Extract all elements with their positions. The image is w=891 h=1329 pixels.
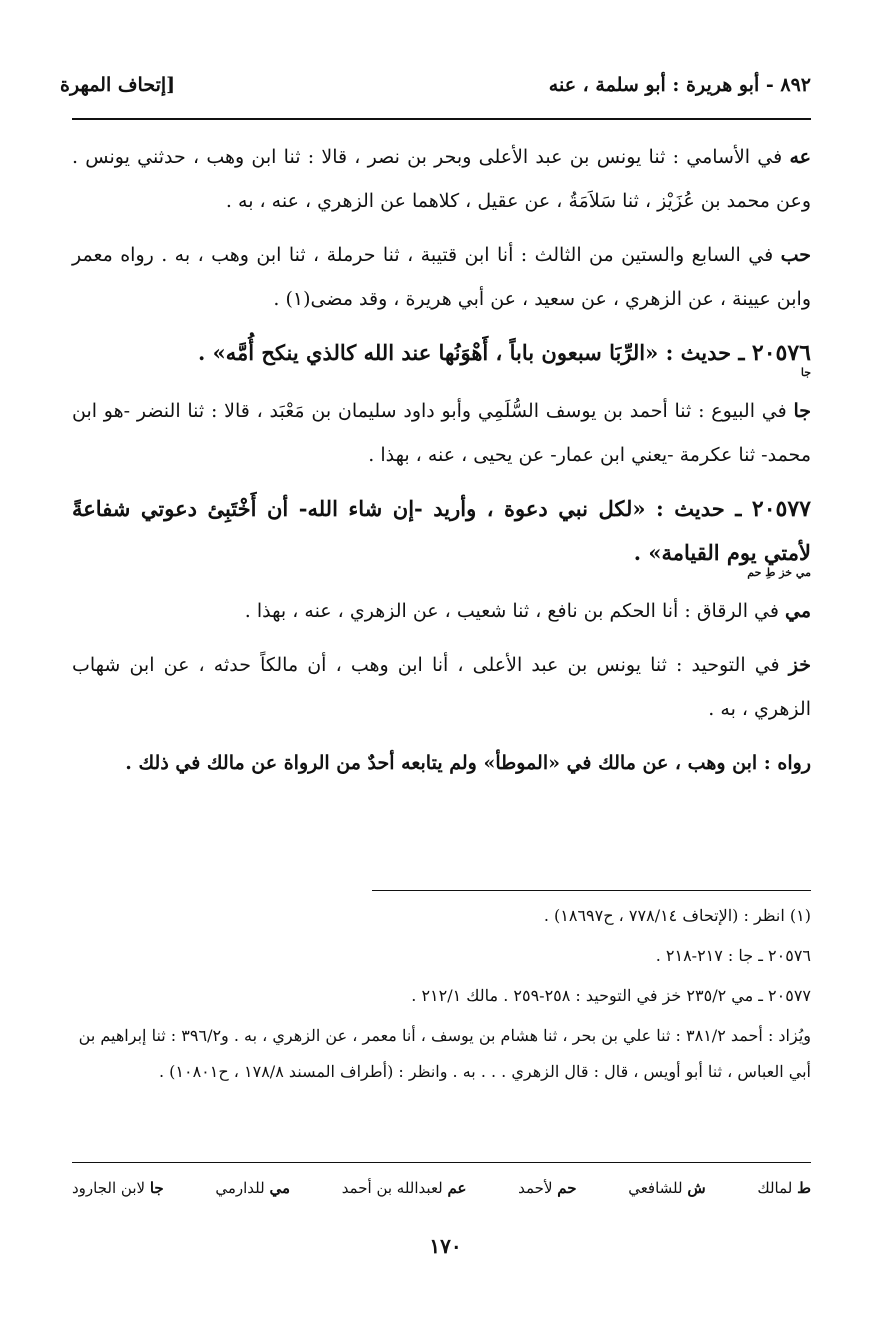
paragraph [72,589,811,633]
legend-name: للشافعي [628,1179,688,1197]
header-rule [72,118,811,120]
legend-item [342,1179,467,1197]
running-header [60,70,811,100]
legend-code: ط [797,1179,811,1197]
legend-code: ش [687,1179,706,1197]
legend-code: عم [447,1179,467,1197]
hadith-heading [72,487,811,579]
hadith-sigla: مي خز طِ حم [747,566,811,579]
hadith-label: حديث [680,340,732,365]
legend-name: لأحمد [518,1179,558,1197]
abbreviation-legend [72,1170,811,1206]
paragraph [72,741,811,785]
footnote: (١) انظر : (الإتحاف ٧٧٨/١٤ ، ح١٨٦٩٧) . [543,906,811,925]
hadith-heading [72,331,811,379]
paragraph-text: في الأسامي : ثنا يونس بن عبد الأعلى وبحر بن نصر ، قالا : ثنا ابن وهب ، حدثني يونس . وعن محمد بن عُزَيْز ، ثنا سَلاَمَةُ ، عن عقيل ، كلاهما عن الزهري ، عنه ، به . [72,146,811,212]
hadith-number: ٢٠٥٧٦ [751,340,811,366]
page-number: ١٧٠ [429,1234,462,1258]
legend-item [757,1179,811,1197]
footnote-rule [372,890,811,891]
legend-item [72,1179,164,1197]
legend-item [628,1179,705,1197]
legend-code: جا [149,1179,164,1197]
footnote: ٢٠٥٧٦ ـ جا : ٢١٧-٢١٨ . [655,946,811,965]
paragraph [72,643,811,731]
legend-name: لعبدالله بن أحمد [341,1179,448,1197]
legend-item [215,1179,290,1197]
source-code: حب [780,244,811,266]
paragraph-text: في الرقاق : أنا الحكم بن نافع ، ثنا شعيب ، عن الزهري ، عنه ، بهذا . [244,600,785,622]
paragraph-text: في البيوع : ثنا أحمد بن يوسف السُّلَمِي وأبو داود سليمان بن مَعْبَد ، قالا : ثنا النضر -هو ابن محمد- ثنا عكرمة -يعني ابن عمار- عن يحيى ، عنه ، بهذا . [72,400,811,466]
footnote: ٢٠٥٧٧ ـ مي ٢٣٥/٢ خز في التوحيد : ٢٥٨-٢٥٩ . مالك ٢١٢/١ . [411,986,811,1005]
source-code: مي [784,600,811,622]
heading-dash: ـ [731,340,752,365]
footnote: ويُزاد : أحمد ٣٨١/٢ : ثنا علي بن بحر ، ثنا هشام بن يوسف ، أنا معمر ، عن الزهري ، به . و٣٩٦/٢ : ثنا إبراهيم بن أبي العباس ، ثنا أبو أويس ، قال : قال الزهري . . . به . وانظر : (أطراف المسند ١٧٨/٨ ، ح١٠٨٠١) . [78,1026,811,1081]
legend-code: حم [557,1179,577,1197]
hadith-number: ٢٠٥٧٧ [751,496,811,522]
legend-rule [72,1162,811,1163]
source-code: جا [793,400,811,422]
header-section-title: ٨٩٢ - أبو هريرة : أبو سلمة ، عنه [548,74,811,96]
legend-item [518,1179,576,1197]
paragraph [72,233,811,321]
legend-name: لمالك [757,1179,798,1197]
footnotes [72,898,811,1094]
paragraph [72,389,811,477]
paragraph-text: في السابع والستين من الثالث : أنا ابن قتيبة ، ثنا حرملة ، ثنا ابن وهب ، به . رواه معمر وابن عيينة ، عن الزهري ، عن سعيد ، عن أبي هريرة ، وقد مضى(١) . [72,244,811,310]
legend-code: مي [269,1179,291,1197]
legend-name: للدارمي [215,1179,270,1197]
paragraph [72,135,811,223]
source-code: خز [788,654,811,676]
hadith-sigla: جا [800,366,811,379]
hadith-text: : «لكل نبي دعوة ، وأريد -إن شاء الله- أن أَخْتَبِئ دعوتي شفاعةً لأمتي يوم القيامة» . [72,496,811,565]
source-code: عه [789,146,811,168]
header-book-title: [إتحاف المهرة [60,74,176,96]
main-text [72,135,811,795]
legend-name: لابن الجارود [72,1179,150,1197]
paragraph-text: في التوحيد : ثنا يونس بن عبد الأعلى ، أنا ابن وهب ، أن مالكاً حدثه ، عن ابن شهاب الزهري ، به . [72,654,811,720]
hadith-text: : «الرِّبَا سبعون باباً ، أَهْوَنُها عند الله كالذي ينكح أُمَّه» . [197,340,681,365]
paragraph-text: رواه : ابن وهب ، عن مالك في «الموطأ» ولم يتابعه أحدٌ من الرواة عن مالك في ذلك . [125,752,811,774]
heading-dash: ـ [724,496,752,521]
hadith-label: حديث [674,496,725,521]
